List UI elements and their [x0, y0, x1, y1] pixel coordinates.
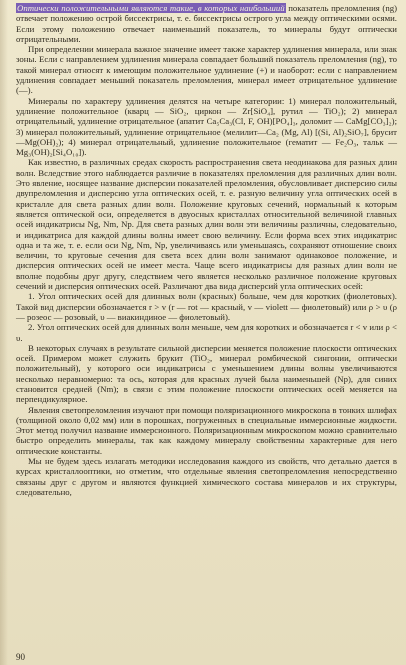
highlighted-text: Оптически положительными являются такие, в которых наибольший [17, 3, 285, 13]
page-number: 90 [16, 651, 25, 662]
paragraph-categories: Минералы по характеру удлинения делятся на четыре категории: 1) минерал положительный, удлинение положительное (кварц — SiO₂, циркон — Zr[SiO₄], рутил — TiO₂); 2) минерал отрицательный, удлинение отрицательное (апатит Ca₅Ca₃(Cl, F, OH)[PO₄]₃, доломит — CaMg[CO₃]₂); 3) минерал положительный, удлинение отрицательное (мелилит—Ca₂ (Mg, Al) [(Si, Al)₂SiO₇], брусит—Mg(OH)₂); 4) минерал отрицательный, удлинение положительное (гематит — Fe₂O₃, тальк — Mg₃(OH)₂[Si₄O₁₀]). [16, 95, 397, 158]
paragraph-optical-sign-text: показатель преломления (ng) отвечает положению острой биссектрисы, т. е. биссектрисы острого угла между оптическими осями. Если этому положению отвечает наименьший показатель, то минералы будут оптически отрицательными. [16, 3, 398, 44]
paragraph-elongation: При определении минерала важное значение имеет также характер удлинения минерала, или знак зоны. Если с направлением удлинения минерала совпадает больший показатель преломления (ng), то такой минерал относят к имеющим положительное удлинение (+) и наоборот: если с направлением удлинения совпадает меньший показатель преломления, минерал имеет отрицательное удлинение (—). [16, 44, 397, 96]
paragraph-brookite: В некоторых случаях в результате сильной дисперсии меняется положение плоскости оптических осей. Примером может служить брукит (TiO₂, минерал ромбической сингонии, оптически положительный), у которого оси индикатрисы с уменьшением длины волны увеличиваются несколько неравномерно: та ось, которая для красных лучей была наименьшей (Np), для синих становится средней (Nm); в связи с этим положение плоскости оптических осей меняется на перпендикулярное. [16, 342, 397, 405]
paragraph-dispersion-type-1: 1. Угол оптических осей для длинных волн (красных) больше, чем для коротких (фиолетовых). Такой вид дисперсии обозначается r > v (r — rot — красный, v — violett — фиолетовый) или ρ > υ (ρ — розеос — розовый, υ — виакиндиное — фиолетовый). [16, 291, 397, 322]
paragraph-methods: Мы не будем здесь излагать методики исследования каждого из свойств, что детально дается в курсах кристаллооптики, но отметим, что отдельные явления светопреломления непосредственно связаны друг с другом и являются функцией химического состава минералов и их структуры, следовательно, [16, 456, 397, 497]
paragraph-microscope: Явления светопреломления изучают при помощи поляризационного микроскопа в тонких шлифах (толщиной около 0,02 мм) или в порошках, погруженных в специальные иммерсионные жидкости. Этот метод получил название иммерсионного. Поляризационным микроскопом можно сравнительно быстро определить минералы, так как каждому минералу свойственны характерные для него оптические константы. [16, 404, 397, 456]
paragraph-dispersion: Как известно, в различных средах скорость распространения света неодинакова для разных длин волн. Вследствие этого наблюдается различие в показателях преломления для различных длин волн. Это явление, носящее название дисперсии показателей преломления, обусловливает дисперсию силы двупреломления и дисперсию угла оптических осей, т. е. разную величину угла оптических осей в кристалле для света разных длин волн. Положение круговых сечений, нормальный к которым является оптической оси, определяется в двуосных кристаллах относительной величиной главных осей индикатрисы Ng, Nm, Np. Для света разных длин волн эти величины различны, следовательно, и индикатриса для каждой длины волны имеет свою величину. Если форма всех этих индикатрис одна и та же, т. е. если оси Ng, Nm, Np, увеличиваясь или уменьшаясь, сохраняют отношение своих величин, то круговые сечения для света всех длин волн занимают одинаковое положение, и дисперсия оптических осей не имеет места. Чаще всего индикатрисы для разных длин волн не вполне подобны друг другу, следствием чего является несколько различное положение круговых сечений и дисперсия оптических осей. Различают два вида дисперсий угла оптических осей: [16, 157, 397, 292]
paragraph-dispersion-type-2: 2. Угол оптических осей для длинных волн меньше, чем для коротких и обозначается r < v или ρ < υ. [16, 322, 397, 343]
paragraph-optical-sign [16, 3, 397, 44]
